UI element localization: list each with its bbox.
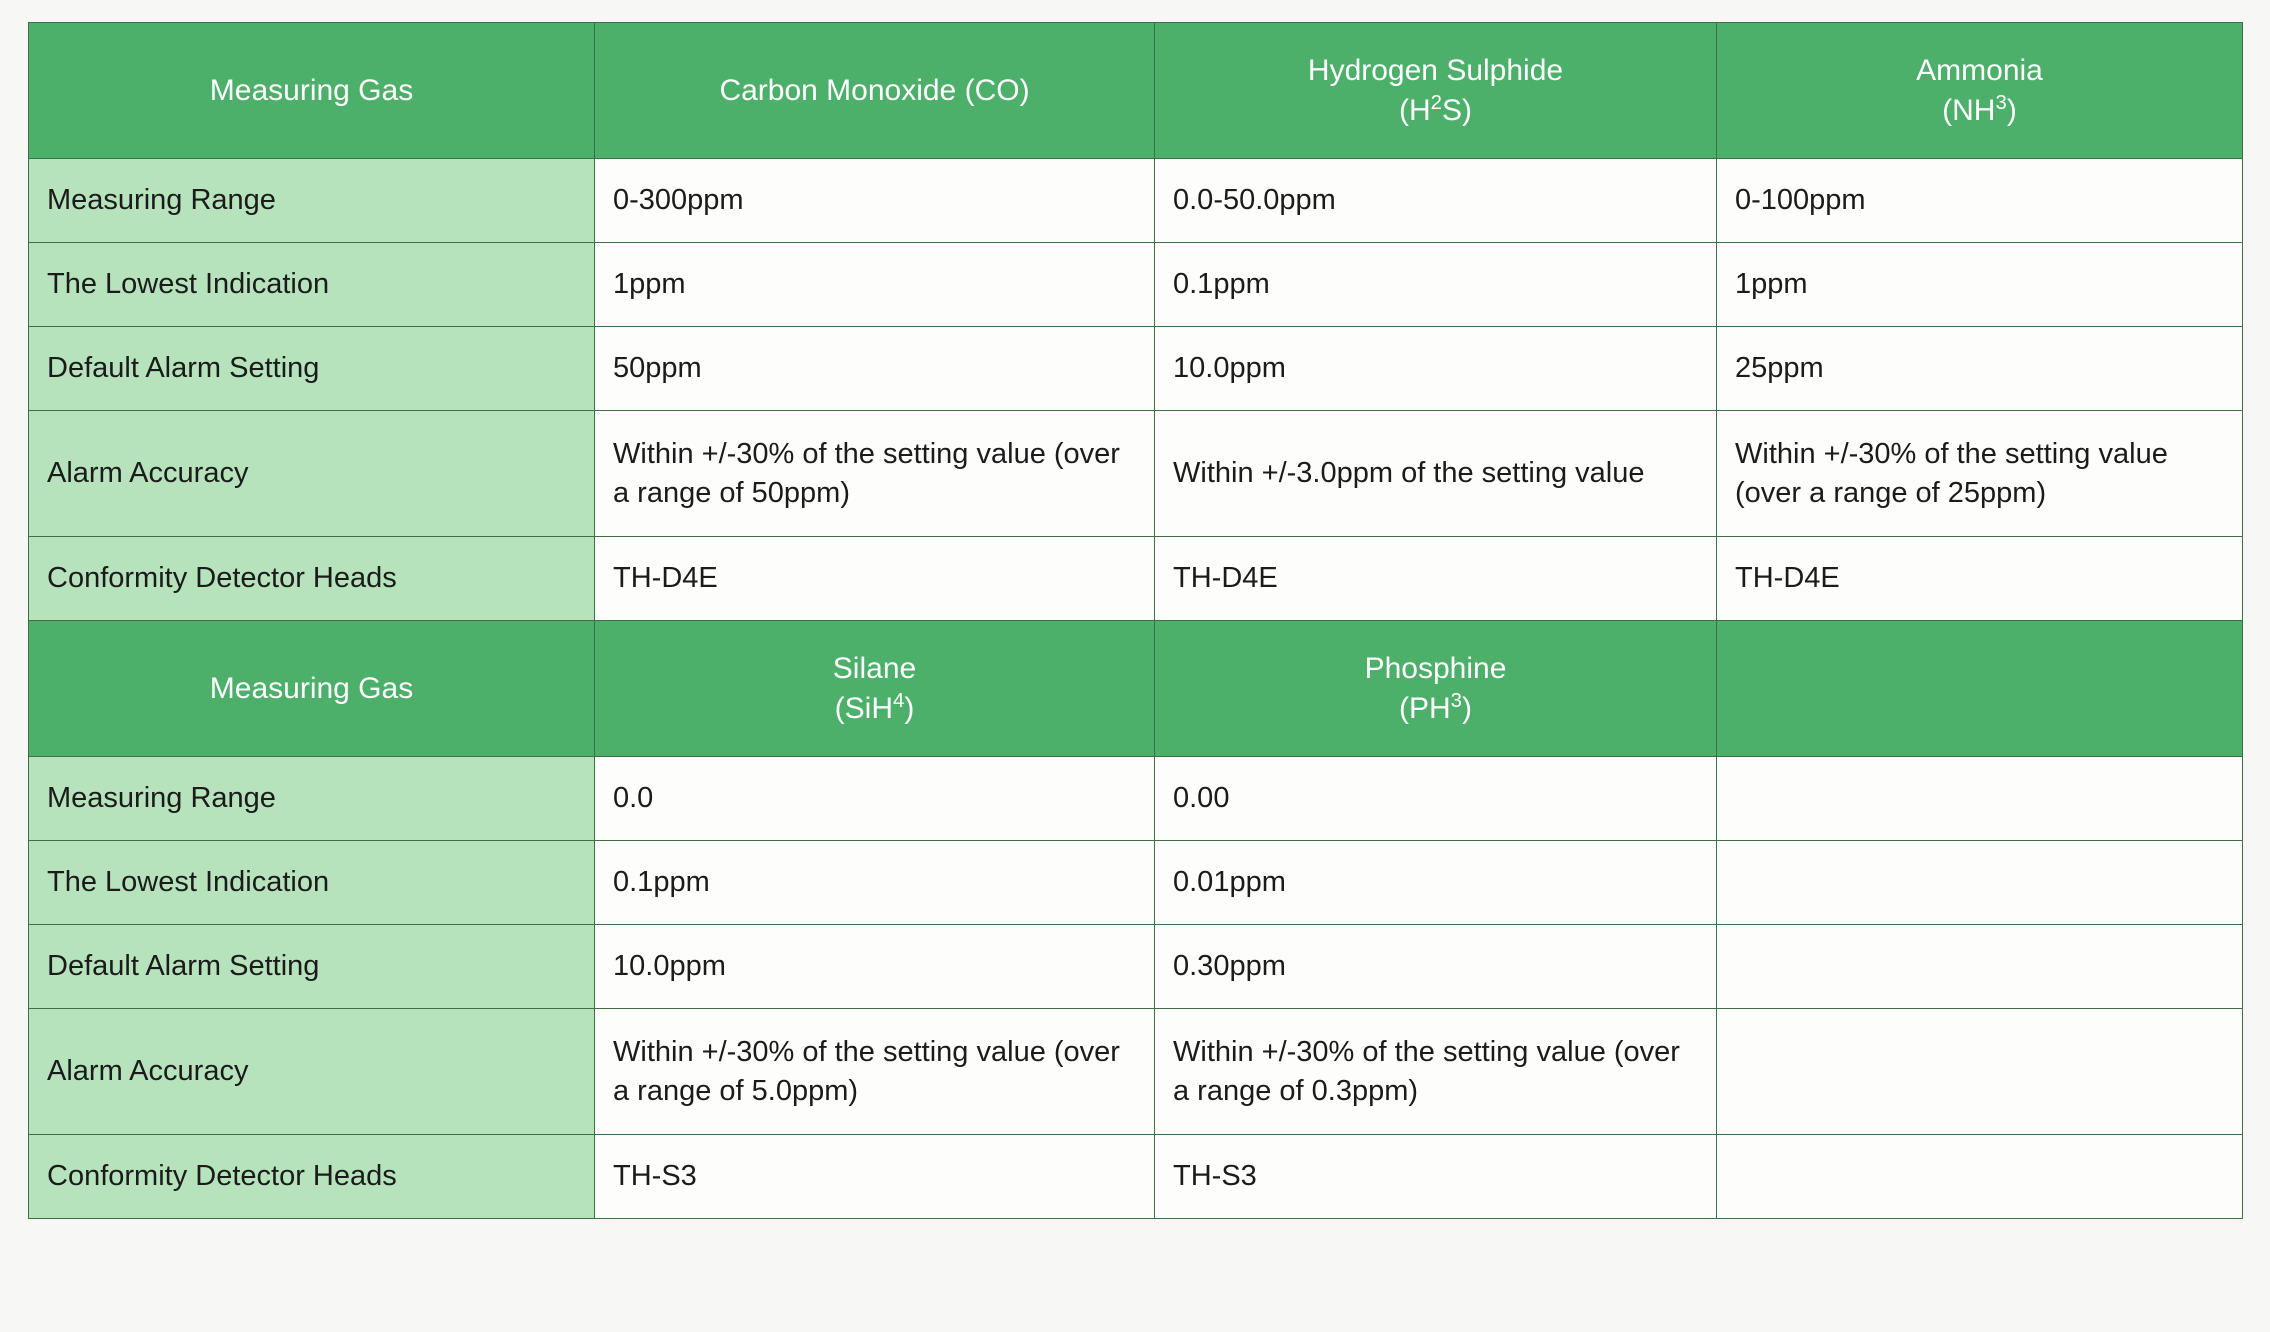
cell-lowest-indication-empty [1717,841,2243,925]
section1-header-gas-nh3 [1717,23,2243,159]
cell-conformity-nh3: TH-D4E [1717,537,2243,621]
table-row [29,841,2243,925]
cell-lowest-indication-co: 1ppm [595,243,1155,327]
section2-header-row [29,621,2243,757]
cell-measuring-range-phosphine: 0.00 [1155,757,1717,841]
cell-alarm-accuracy-silane: Within +/-30% of the setting value (over a range of 5.0ppm) [595,1009,1155,1135]
row-label-alarm-accuracy-2: Alarm Accuracy [29,1009,595,1135]
section1-header-row [29,23,2243,159]
gas-formula-phosphine: $(PH^3)$ [1398,689,1472,725]
section2-header-gas-silane [595,621,1155,757]
cell-default-alarm-silane: 10.0ppm [595,925,1155,1009]
row-label-lowest-indication: The Lowest Indication [29,243,595,327]
cell-measuring-range-nh3: 0-100ppm [1717,159,2243,243]
cell-default-alarm-co: 50ppm [595,327,1155,411]
row-label-conformity-detector-heads: Conformity Detector Heads [29,537,595,621]
gas-name-nh3: Ammonia [1916,53,2043,87]
cell-alarm-accuracy-nh3: Within +/-30% of the setting value (over a range of 25ppm) [1717,411,2243,537]
table-row [29,159,2243,243]
cell-measuring-range-empty [1717,757,2243,841]
table-row [29,537,2243,621]
gas-name-h2s: Hydrogen Sulphide [1307,53,1564,87]
gas-formula-h2s: $(H^2S)$ [1399,91,1472,127]
cell-lowest-indication-silane: 0.1ppm [595,841,1155,925]
section1-header-gas-co [595,23,1155,159]
gas-name-silane: Silane [832,651,917,685]
row-label-alarm-accuracy: Alarm Accuracy [29,411,595,537]
cell-lowest-indication-h2s: 0.1ppm [1155,243,1717,327]
row-label-measuring-range-2: Measuring Range [29,757,595,841]
gas-specification-table [28,22,2243,1219]
cell-measuring-range-silane: 0.0 [595,757,1155,841]
row-label-conformity-detector-heads-2: Conformity Detector Heads [29,1135,595,1219]
cell-conformity-phosphine: TH-S3 [1155,1135,1717,1219]
cell-default-alarm-nh3: 25ppm [1717,327,2243,411]
cell-alarm-accuracy-phosphine: Within +/-30% of the setting value (over a range of 0.3ppm) [1155,1009,1717,1135]
cell-default-alarm-empty [1717,925,2243,1009]
gas-name-co: Carbon Monoxide (CO) [719,73,1030,107]
row-label-default-alarm-setting-2: Default Alarm Setting [29,925,595,1009]
table-row [29,411,2243,537]
cell-measuring-range-co: 0-300ppm [595,159,1155,243]
cell-lowest-indication-nh3: 1ppm [1717,243,2243,327]
section2-header-empty [1717,621,2243,757]
cell-conformity-h2s: TH-D4E [1155,537,1717,621]
cell-alarm-accuracy-empty [1717,1009,2243,1135]
cell-default-alarm-phosphine: 0.30ppm [1155,925,1717,1009]
row-label-default-alarm-setting: Default Alarm Setting [29,327,595,411]
cell-alarm-accuracy-h2s: Within +/-3.0ppm of the setting value [1155,411,1717,537]
gas-formula-nh3: $(NH^3)$ [1942,91,2017,127]
section1-header-gas-h2s [1155,23,1717,159]
section1-header-measuring-gas: Measuring Gas [29,23,595,159]
gas-formula-silane: (SiH$^4$) [834,689,915,725]
cell-measuring-range-h2s: 0.0-50.0ppm [1155,159,1717,243]
row-label-lowest-indication-2: The Lowest Indication [29,841,595,925]
table-row [29,243,2243,327]
section2-header-measuring-gas: Measuring Gas [29,621,595,757]
table-row [29,1009,2243,1135]
section2-header-gas-phosphine [1155,621,1717,757]
table-row [29,1135,2243,1219]
cell-conformity-empty [1717,1135,2243,1219]
cell-conformity-silane: TH-S3 [595,1135,1155,1219]
cell-alarm-accuracy-co: Within +/-30% of the setting value (over a range of 50ppm) [595,411,1155,537]
gas-name-phosphine: Phosphine [1364,651,1507,685]
table-row [29,757,2243,841]
cell-default-alarm-h2s: 10.0ppm [1155,327,1717,411]
cell-lowest-indication-phosphine: 0.01ppm [1155,841,1717,925]
table-row [29,327,2243,411]
cell-conformity-co: TH-D4E [595,537,1155,621]
row-label-measuring-range: Measuring Range [29,159,595,243]
table-row [29,925,2243,1009]
